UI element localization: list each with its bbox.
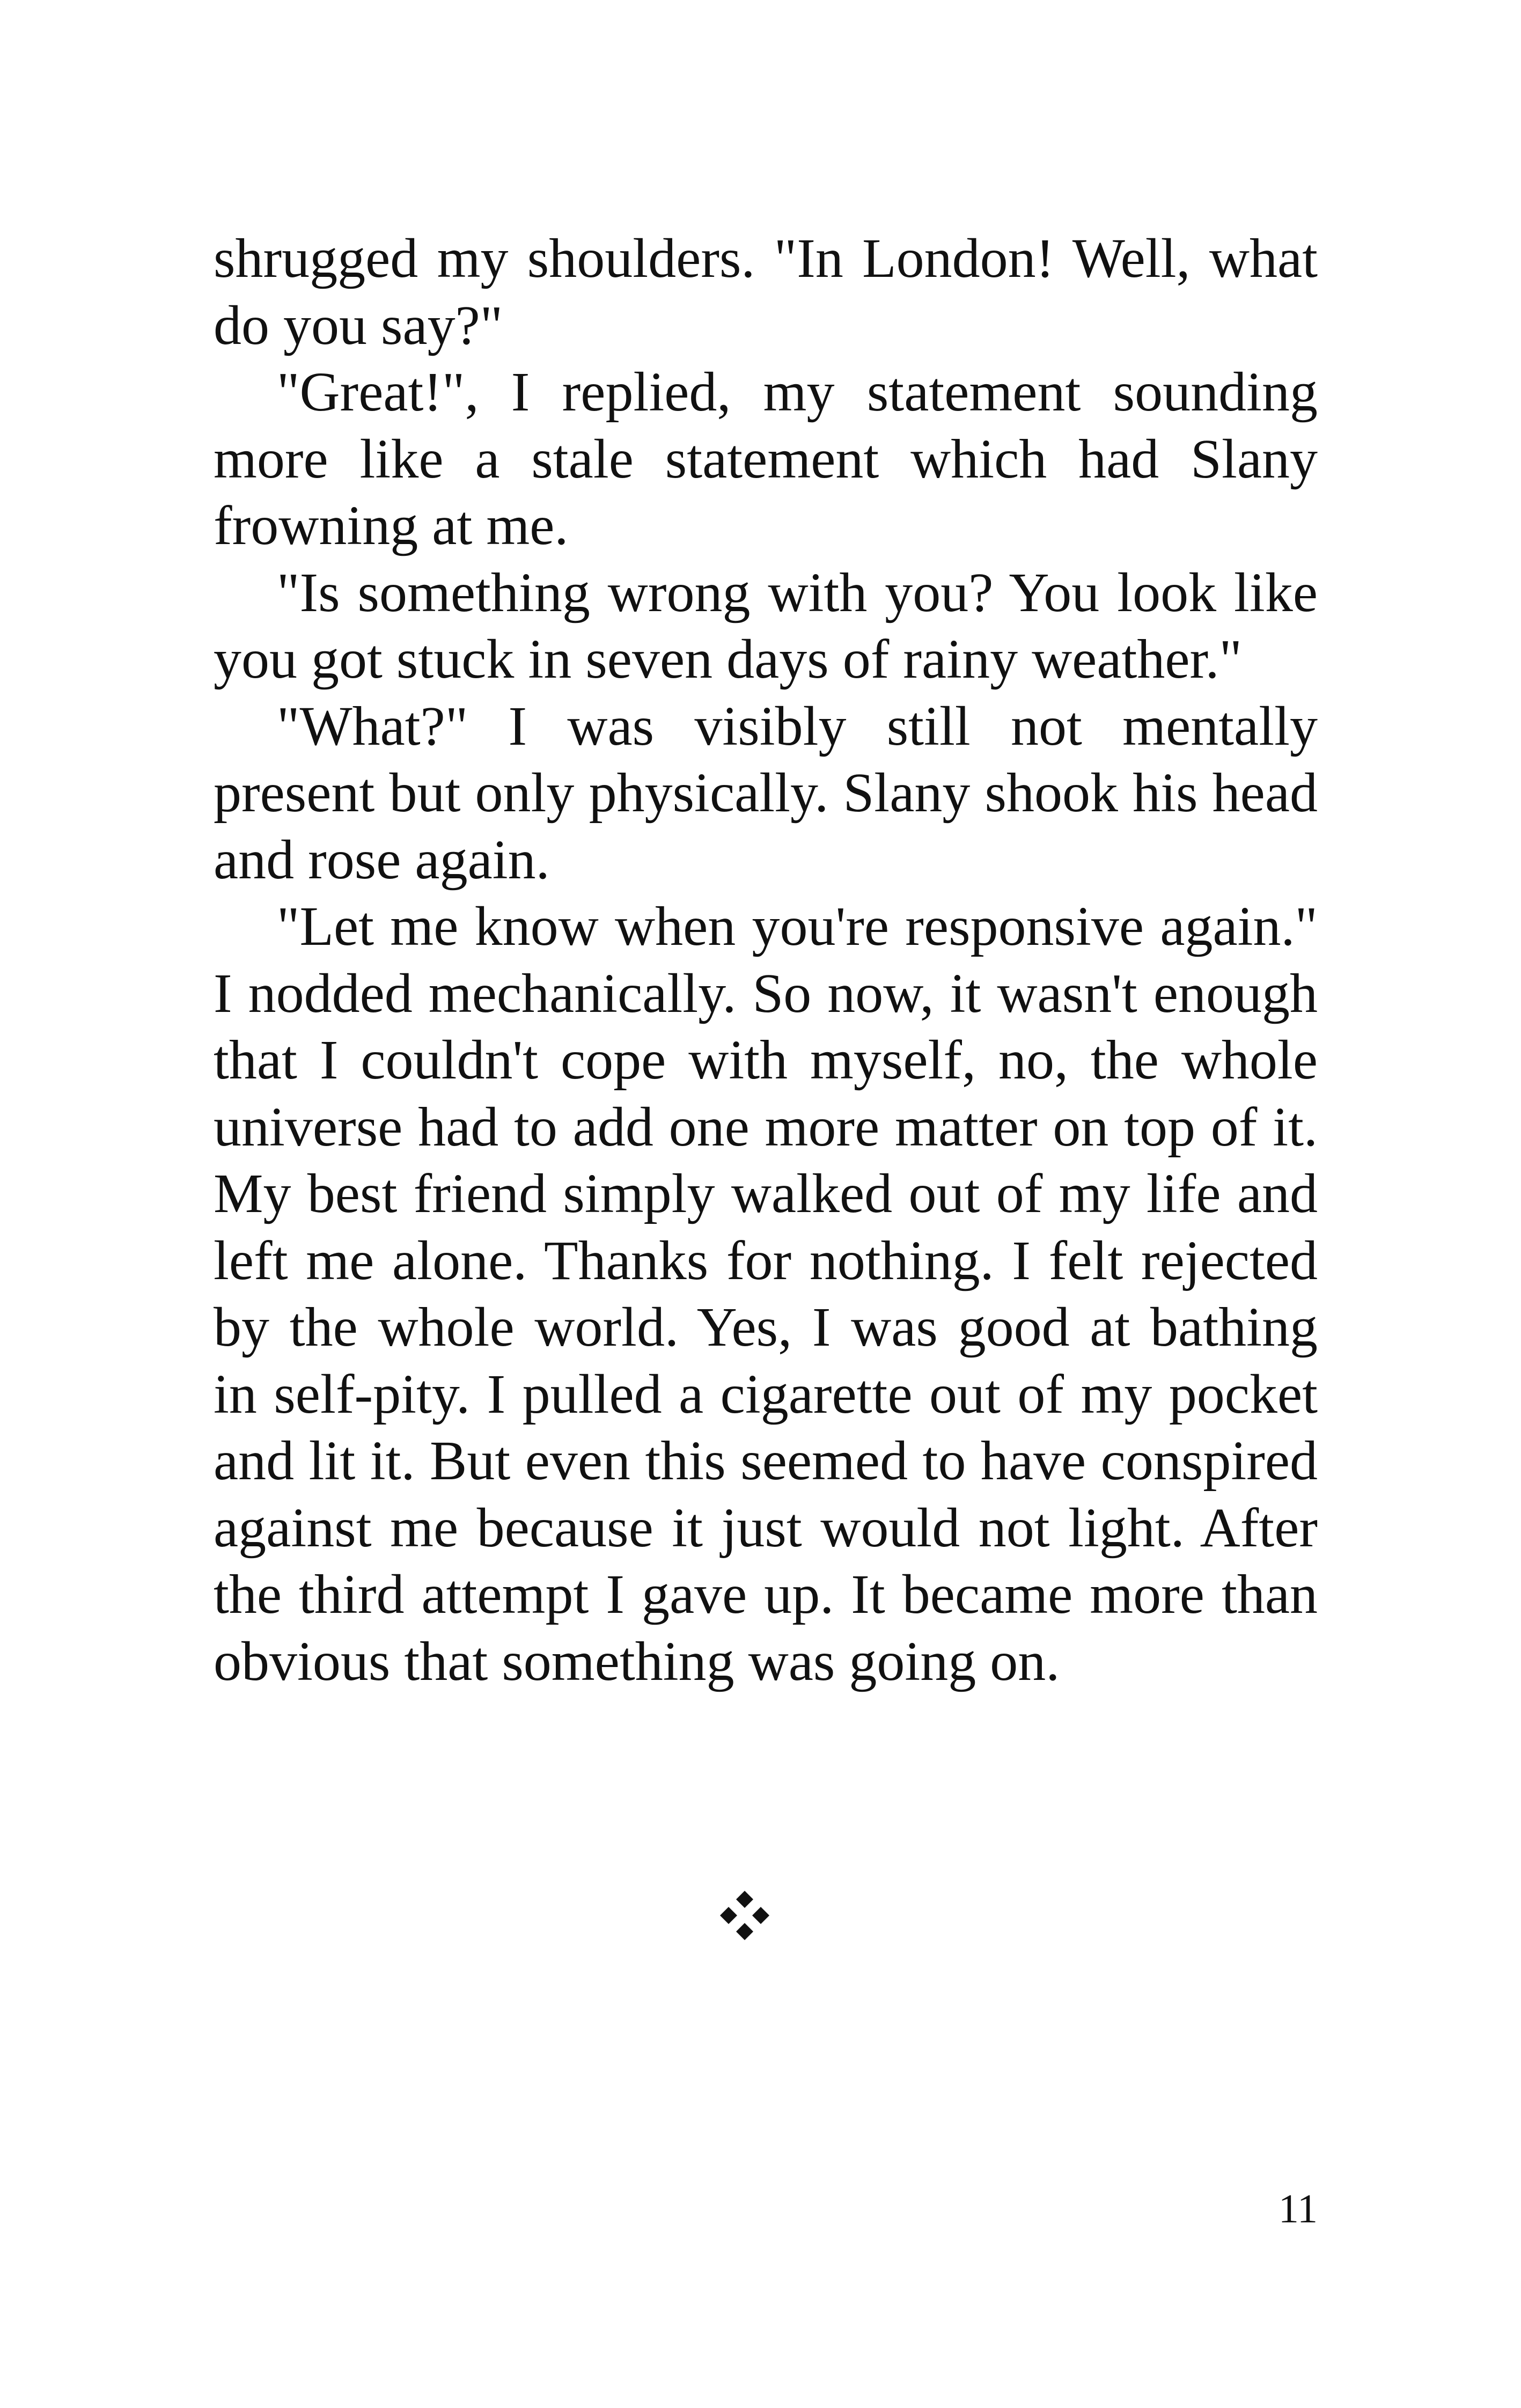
four-diamond-ornament-icon bbox=[718, 1889, 771, 1942]
paragraph: "Great!", I replied, my statement sounding more like a stale statement which had Slany frowning at me. bbox=[214, 361, 1318, 556]
paragraph: "Is something wrong with you? You look like you got stuck in seven days of rainy weather." bbox=[214, 561, 1318, 690]
body-text bbox=[214, 225, 1318, 1695]
paragraph: "Let me know when you're responsive again." I nodded mechanically. So now, it wasn't enough that I couldn't cope with myself, no, the whole universe had to add one more matter on top of it. My best friend simply walked out of my life and left me alone. Thanks for nothing. I felt rejected by the whole world. Yes, I was good at bathing in self-pity. I pulled a cigarette out of my pocket and lit it. But even this seemed to have conspired against me because it just would not light. After the third attempt I gave up. It became more than obvious that something was going on. bbox=[214, 895, 1318, 1692]
paragraph: "What?" I was visibly still not mentally present but only physically. Slany shook his head and rose again. bbox=[214, 695, 1318, 891]
page-number: 11 bbox=[1278, 2186, 1318, 2231]
paragraph-continued: shrugged my shoulders. "In London! Well, what do you say?" bbox=[214, 227, 1318, 356]
